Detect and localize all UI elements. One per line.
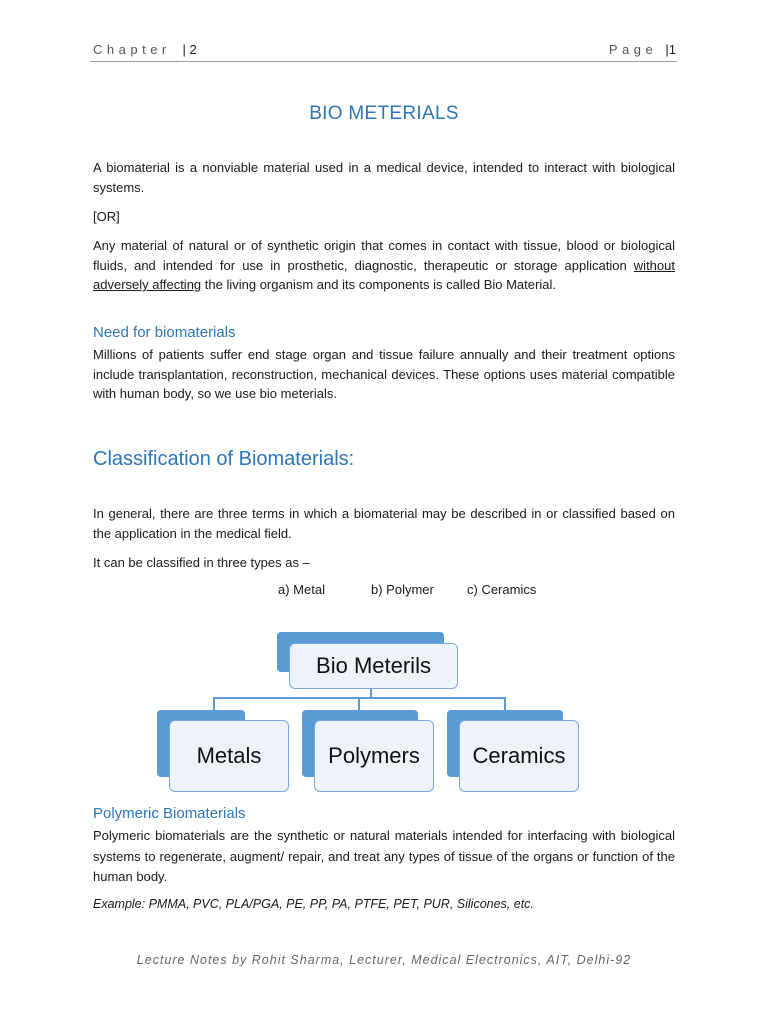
underlined-phrase: without adversely affecting xyxy=(93,257,675,292)
header-divider xyxy=(90,61,677,62)
chapter-text: Chapter xyxy=(93,42,171,57)
child-node-polymers: Polymers xyxy=(314,720,434,792)
definition-text-b: the living organism and its components is called Bio Material. xyxy=(201,277,556,292)
or-text: [OR] xyxy=(93,209,120,224)
definition-text-a: Any material of natural or of synthetic origin that comes in contact with tissue, blood or biological fluids, and intended for use in prosthetic, diagnostic, therapeutic or storage application xyxy=(93,238,675,273)
connector-line xyxy=(370,688,372,697)
classification-intro: It can be classified in three types as – xyxy=(93,555,310,570)
document-title: BIO METERIALS xyxy=(309,103,459,124)
page-number: 1 xyxy=(668,42,676,57)
need-heading: Need for biomaterials xyxy=(93,324,236,341)
classification-paragraph: In general, there are three terms in which a biomaterial may be described in or classified based on the application in the medical field. xyxy=(93,506,675,541)
polymeric-paragraph: Polymeric biomaterials are the synthetic or natural materials intended for interfacing with biological systems to regenerate, augment/ repair, and treat any types of tissue of the organs or function of the human body. xyxy=(93,828,675,884)
chapter-number: 2 xyxy=(189,42,197,57)
classification-heading: Classification of Biomaterials: xyxy=(93,448,355,470)
page-text: Page xyxy=(608,42,658,57)
page-footer: Lecture Notes by Rohit Sharma, Lecturer, Medical Electronics, AIT, Delhi-92 xyxy=(136,953,632,967)
page-label: Page |1 xyxy=(608,42,676,57)
definition-paragraph-2 xyxy=(93,236,675,295)
type-item: a) Metal xyxy=(278,582,325,597)
connector-line xyxy=(504,697,506,710)
root-node: Bio Meterils xyxy=(289,643,458,689)
example-text: Example: PMMA, PVC, PLA/PGA, PE, PP, PA, PTFE, PET, PUR, Silicones, etc. xyxy=(93,897,534,911)
need-paragraph: Millions of patients suffer end stage organ and tissue failure annually and their treatment options include transplantation, reconstruction, mechanical devices. These options uses material compatible with human body, so we use bio meterials. xyxy=(93,347,675,401)
polymeric-heading: Polymeric Biomaterials xyxy=(93,805,246,822)
connector-line xyxy=(213,697,215,710)
definition-paragraph: A biomaterial is a nonviable material used in a medical device, intended to interact with biological systems. xyxy=(93,160,675,195)
child-node-ceramics: Ceramics xyxy=(459,720,579,792)
chapter-label: Chapter | 2 xyxy=(93,42,197,57)
type-item: b) Polymer xyxy=(371,582,434,597)
connector-line xyxy=(358,697,360,710)
child-node-metals: Metals xyxy=(169,720,289,792)
page-header xyxy=(93,42,676,62)
classification-diagram xyxy=(150,625,590,800)
type-item: c) Ceramics xyxy=(467,582,537,597)
